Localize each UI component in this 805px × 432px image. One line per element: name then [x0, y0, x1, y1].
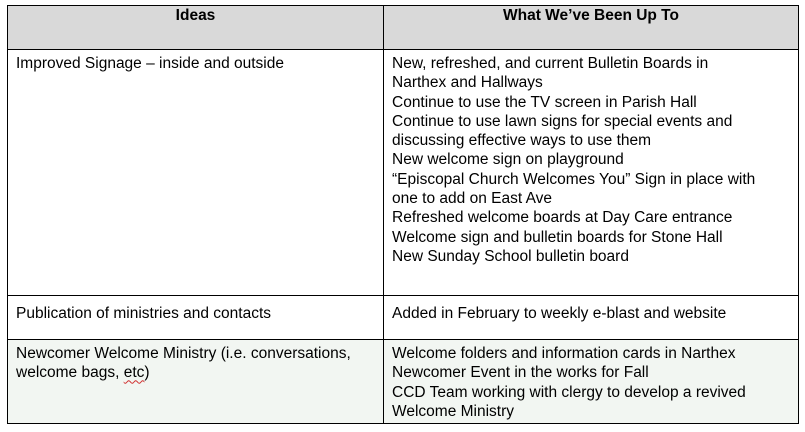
idea-text-part: ) [144, 364, 150, 382]
idea-cell [8, 296, 384, 340]
work-line: Welcome folders and information cards in Narthex [392, 345, 736, 362]
work-line: Newcomer Event in the works for Fall [392, 364, 649, 382]
work-line: Added in February to weekly e-blast and website [392, 305, 727, 322]
table-row [8, 50, 799, 296]
work-line: CCD Team working with clergy to develop a revived [392, 383, 746, 401]
table-row [8, 296, 799, 340]
idea-text: Publication of ministries and contacts [16, 305, 272, 322]
table-row [8, 340, 799, 424]
idea-text: Newcomer Welcome Ministry (i.e. conversations, [16, 345, 351, 362]
header-ideas: Ideas [8, 6, 384, 50]
header-row [8, 6, 799, 50]
work-line: “Episcopal Church Welcomes You” Sign in place with [392, 170, 756, 188]
ideas-table [7, 5, 799, 424]
work-cell [384, 340, 799, 424]
header-work: What We’ve Been Up To [384, 6, 799, 50]
work-line: Welcome sign and bulletin boards for Stone Hall [392, 228, 723, 246]
idea-text-continued [16, 363, 375, 382]
work-line: Narthex and Hallways [392, 74, 543, 92]
work-line: New welcome sign on playground [392, 151, 624, 169]
work-line: Continue to use the TV screen in Parish Hall [392, 93, 697, 111]
work-line: discussing effective ways to use them [392, 132, 652, 150]
idea-text: Improved Signage – inside and outside [16, 55, 284, 72]
idea-text-part: welcome bags, [16, 364, 124, 382]
work-line: one to add on East Ave [392, 190, 553, 208]
work-line: New Sunday School bulletin board [392, 247, 629, 265]
work-cell [384, 50, 799, 296]
work-line: New, refreshed, and current Bulletin Boards in [392, 55, 709, 72]
idea-cell [8, 340, 384, 424]
idea-cell [8, 50, 384, 296]
work-line: Refreshed welcome boards at Day Care entrance [392, 209, 733, 227]
work-cell [384, 296, 799, 340]
spellcheck-word: etc [123, 364, 145, 382]
work-line: Continue to use lawn signs for special events and [392, 112, 733, 130]
work-line: Welcome Ministry [392, 402, 515, 420]
